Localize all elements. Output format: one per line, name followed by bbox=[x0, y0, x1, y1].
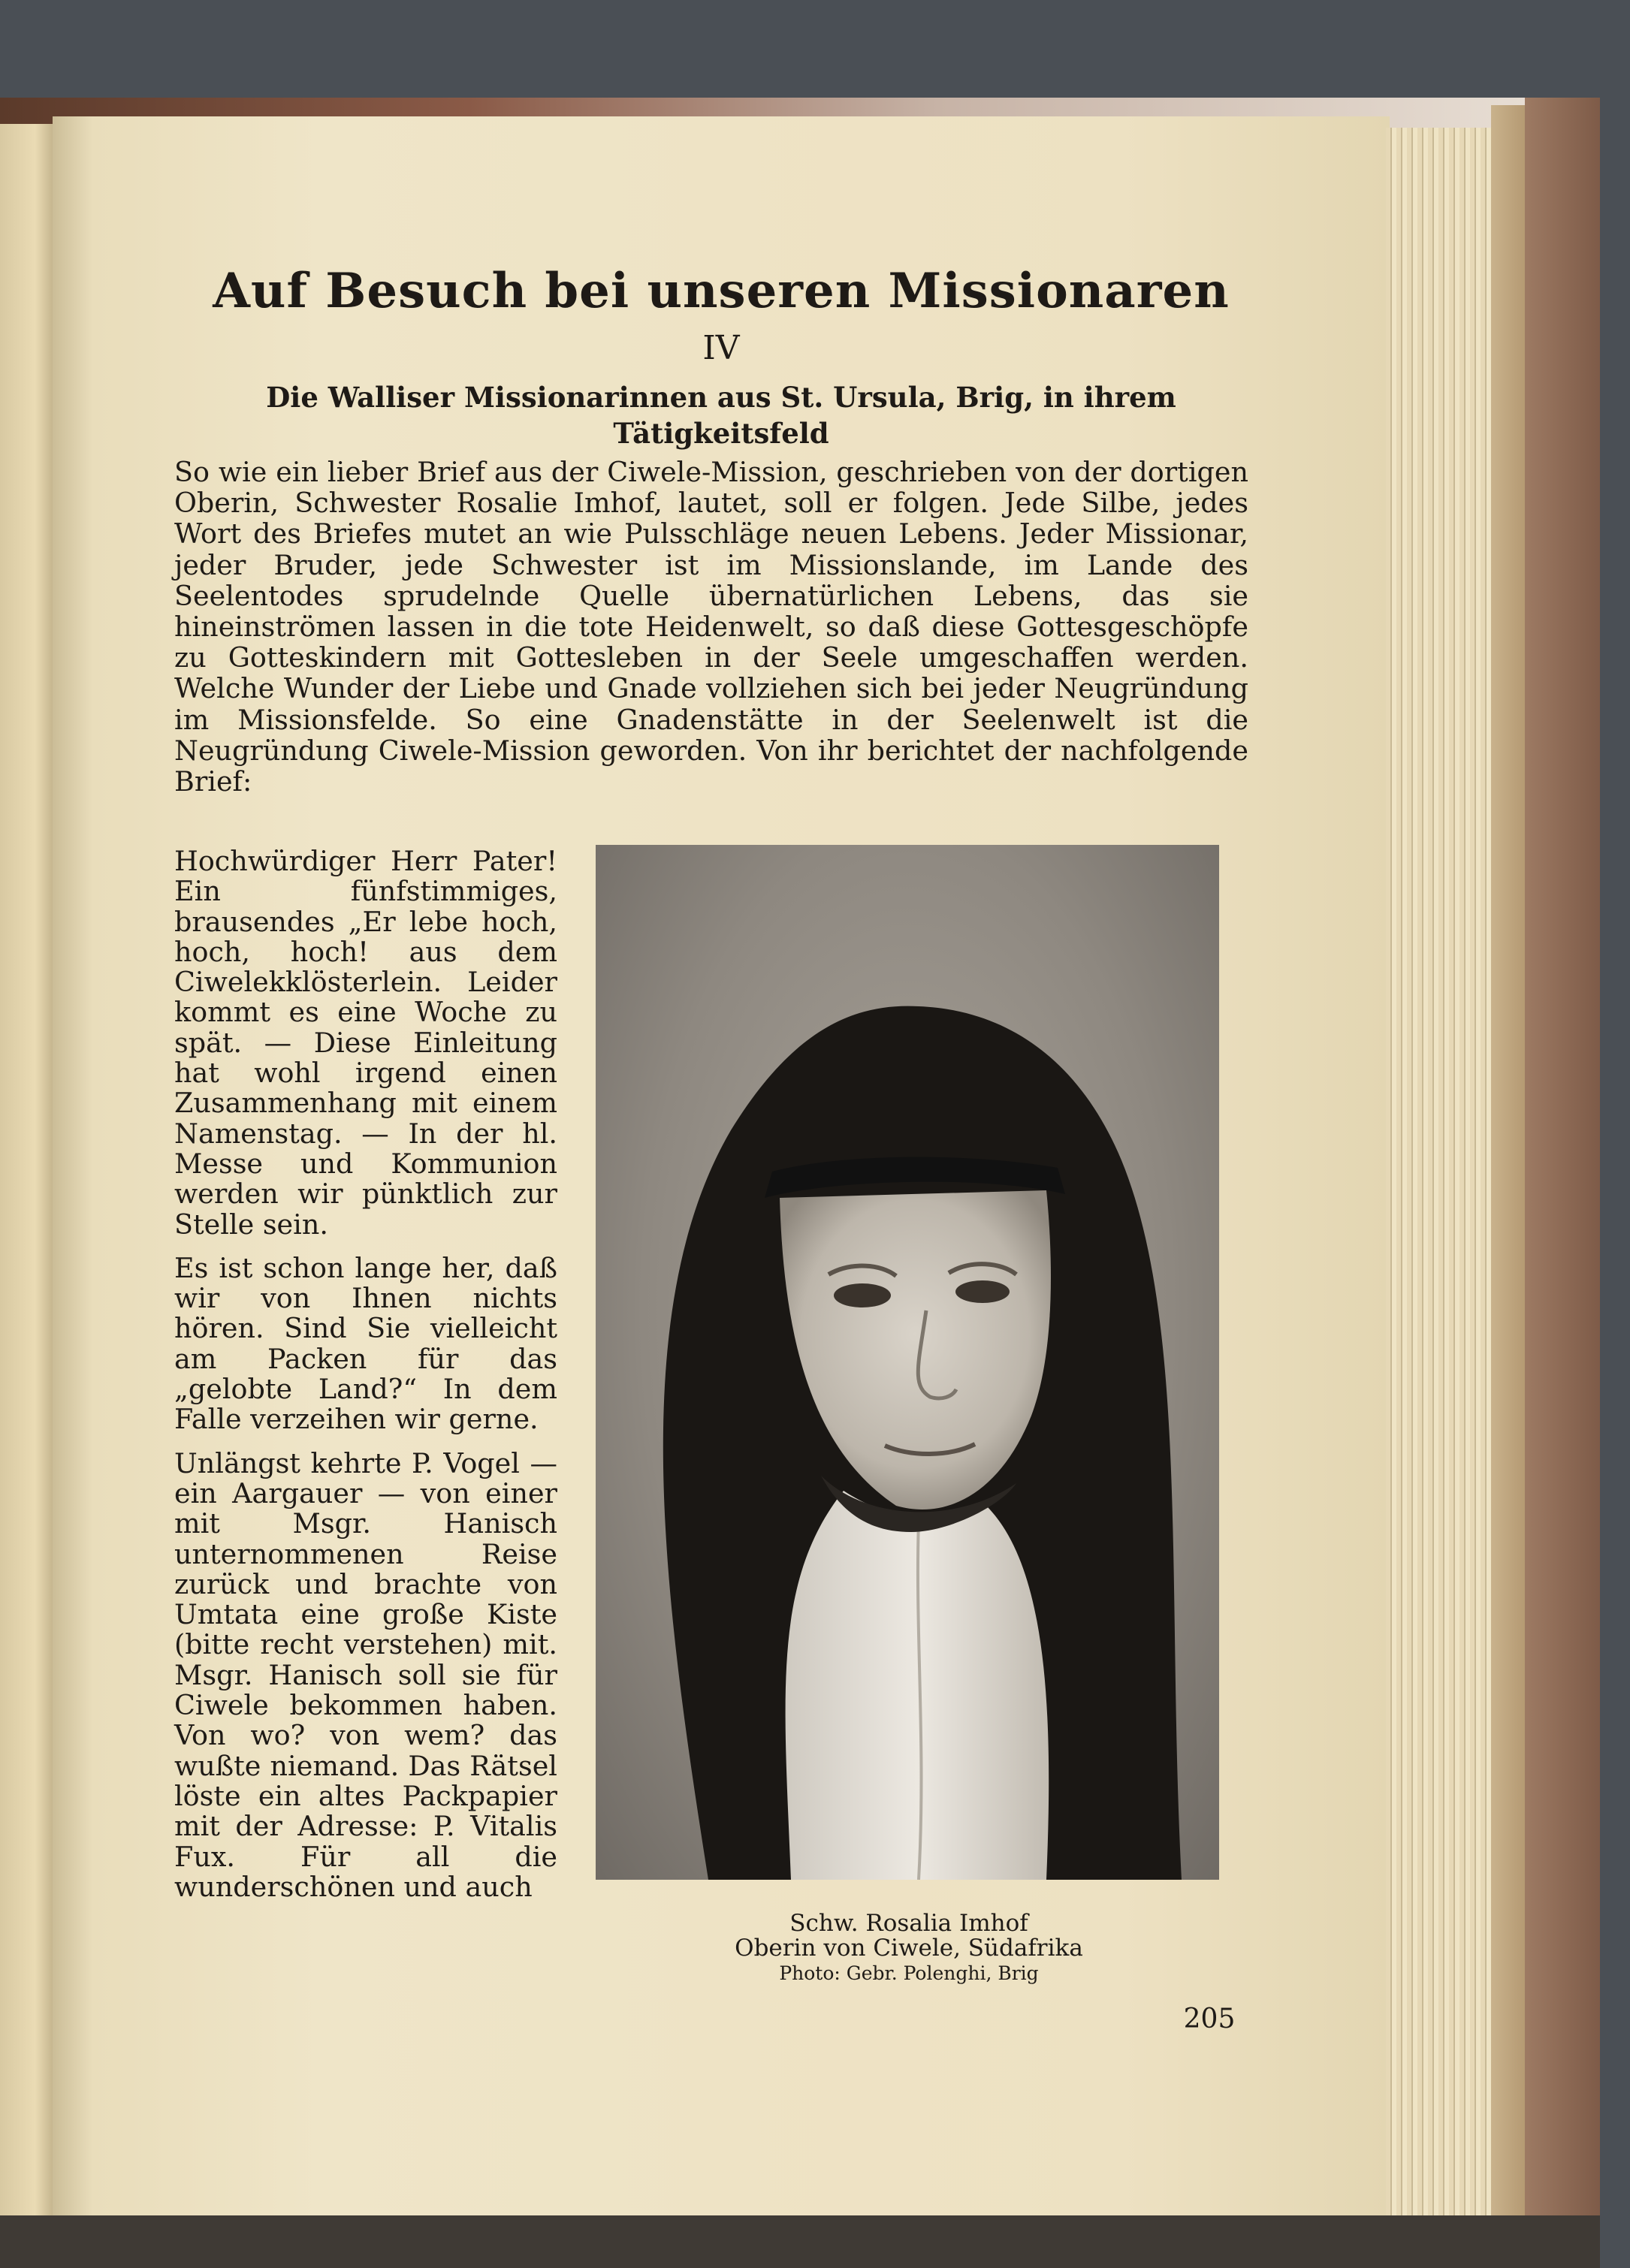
page-stack-edges bbox=[1386, 128, 1491, 2223]
left-page-edge bbox=[0, 124, 59, 2219]
article-part-number: IV bbox=[702, 329, 740, 367]
intro-paragraph: So wie ein lieber Brief aus der Ciwele-Mission, geschrieben von der dortigen Oberin, Schwester Rosalie Imhof, lautet, soll er folgen. Jede Silbe, jedes Wort des Briefes mutet an wie Pulsschläge neuen Lebens. Jeder Missionar, jeder Bruder, jede Schwester ist im Missionslande, im Lande des Seelentodes sprudelnde Quelle übernatürlichen Lebens, das sie hineinströmen lassen in die tote Heidenwelt, so daß diese Gottesgeschöpfe zu Gotteskindern mit Gottesleben in der Seele umgeschaffen werden. Welche Wunder der Liebe und Gnade vollziehen sich bei jeder Neugründung im Missionsfelde. So eine Gnadenstätte in der Seelenwelt ist die Neugründung Ciwele-Mission geworden. Von ihr berichtet der nachfolgende Brief: bbox=[174, 456, 1248, 798]
book-cover-right bbox=[1525, 98, 1600, 2260]
letter-column bbox=[174, 846, 557, 1916]
caption-photo-credit: Photo: Gebr. Polenghi, Brig bbox=[779, 1962, 1039, 1984]
letter-paragraph-2: Es ist schon lange her, daß wir von Ihnen nichts hören. Sind Sie vielleicht am Packen für das „gelobte Land?“ In dem Falle verzeihen wir gerne. bbox=[174, 1251, 557, 1436]
book-spine bbox=[1491, 105, 1525, 2238]
page-number: 205 bbox=[1183, 2004, 1236, 2034]
caption-name: Schw. Rosalia Imhof bbox=[789, 1910, 1028, 1937]
article-title: Auf Besuch bei unseren Missionaren bbox=[213, 263, 1230, 319]
letter-paragraph-3: Unlängst kehrte P. Vogel — ein Aargauer — von einer mit Msgr. Hanisch unternommenen Reise zurück und brachte von Umtata eine große Kiste (bitte recht verstehen) mit. Msgr. Hanisch soll sie für Ciwele bekommen haben. Von wo? von wem? das wußte niemand. Das Rätsel löste ein altes Packpapier mit der Adresse: P. Vitalis Fux. Für all die wunderschönen und auch bbox=[174, 1446, 557, 1903]
nun-portrait-illustration bbox=[596, 845, 1219, 1880]
photo-caption bbox=[597, 1911, 1221, 1986]
letter-paragraph-1: Hochwürdiger Herr Pater! Ein fünfstimmiges, brausendes „Er lebe hoch, hoch, hoch! aus dem Ciwelekklösterlein. Leider kommt es eine Woche zu spät. — Diese Einleitung hat wohl irgend einen Zusammenhang mit einem Namenstag. — In der hl. Messe und Kommunion werden wir pünktlich zur Stelle sein. bbox=[174, 845, 557, 1241]
scan-background-bottom bbox=[0, 2215, 1600, 2268]
article-subtitle: Die Walliser Missionarinnen aus St. Ursula, Brig, in ihrem Tätigkeitsfeld bbox=[266, 381, 1176, 450]
portrait-photo bbox=[596, 845, 1219, 1880]
caption-role: Oberin von Ciwele, Südafrika bbox=[735, 1935, 1083, 1962]
